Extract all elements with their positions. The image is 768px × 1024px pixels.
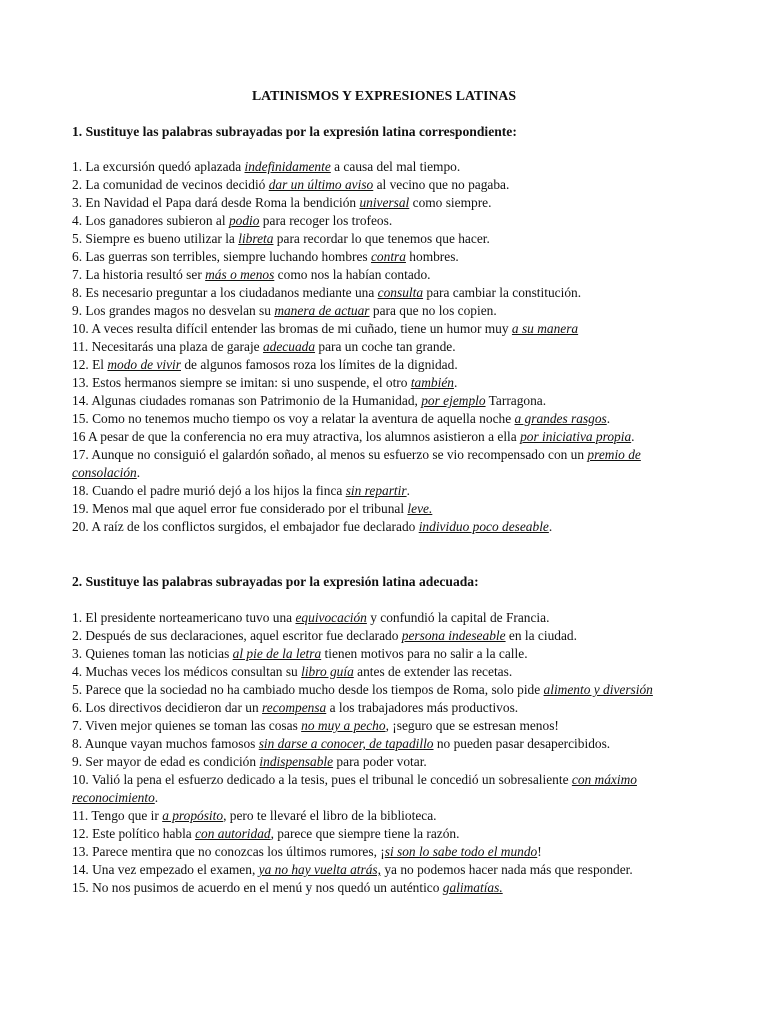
section-1-heading: 1. Sustituye las palabras subrayadas por la expresión latina correspondiente:	[72, 124, 517, 139]
sentence-text-before: 14. Algunas ciudades romanas son Patrimonio de la Humanidad,	[72, 393, 422, 408]
sentence-text-before: 13. Estos hermanos siempre se imitan: si uno suspende, el otro	[72, 375, 411, 390]
sentence-text-after: .	[406, 483, 410, 498]
exercise-sentence	[72, 446, 712, 482]
sentence-text-after: antes de extender las recetas.	[353, 664, 513, 679]
sentence-text-after: para recoger los trofeos.	[259, 213, 393, 228]
underlined-expression: individuo poco deseable	[418, 519, 549, 534]
sentence-text-after: .	[606, 411, 611, 426]
sentence-text-before: 11. Necesitarás una plaza de garaje	[72, 339, 263, 354]
sentence-text-after: y confundió la capital de Francia.	[366, 610, 550, 625]
underlined-expression: con autoridad	[195, 826, 271, 841]
exercise-sentence	[72, 609, 712, 627]
underlined-expression: manera de actuar	[274, 303, 370, 318]
underlined-expression: ya no hay vuelta atrás,	[258, 862, 381, 877]
sentence-text-before: 3. Quienes toman las noticias	[72, 646, 233, 661]
exercise-sentence	[72, 158, 712, 176]
sentence-text-before: 8. Es necesario preguntar a los ciudadanos mediante una	[72, 285, 378, 300]
underlined-expression: alimento y diversión	[543, 682, 653, 697]
underlined-expression: indefinidamente	[244, 159, 331, 174]
exercise-sentence	[72, 284, 712, 302]
sentence-text-after: a los trabajadores más productivos.	[326, 700, 519, 715]
underlined-expression: dar un último aviso	[268, 177, 374, 192]
sentence-text-after: para recordar lo que tenemos que hacer.	[273, 231, 490, 246]
sentence-text-after: para un coche tan grande.	[315, 339, 456, 354]
sentence-text-after: .	[154, 790, 159, 805]
sentence-text-before: 7. Viven mejor quienes se toman las cosas	[72, 718, 302, 733]
sentence-text-after: como siempre.	[409, 195, 492, 210]
sentence-text-before: 18. Cuando el padre murió dejó a los hijos la finca	[72, 483, 346, 498]
sentence-text-before: 9. Ser mayor de edad es condición	[72, 754, 260, 769]
underlined-expression: sin repartir	[345, 483, 407, 498]
exercise-sentence	[72, 194, 712, 212]
exercise-sentence	[72, 699, 712, 717]
sentence-text-before: 16 A pesar de que la conferencia no era muy atractiva, los alumnos asistieron a ella	[72, 429, 521, 444]
sentence-text-after: de algunos famosos roza los límites de la dignidad.	[180, 357, 458, 372]
sentence-text-before: 19. Menos mal que aquel error fue considerado por el tribunal	[72, 501, 408, 516]
sentence-text-before: 10. Valió la pena el esfuerzo dedicado a la tesis, pues el tribunal le concedió un sobresaliente	[72, 772, 572, 787]
sentence-text-before: 12. El	[72, 357, 108, 372]
exercise-sentence	[72, 338, 712, 356]
underlined-expression: al pie de la letra	[232, 646, 322, 661]
sentence-text-before: 7. La historia resultó ser	[72, 267, 206, 282]
sentence-text-after: Tarragona.	[485, 393, 547, 408]
exercise-sentence	[72, 771, 712, 807]
underlined-expression: galimatías.	[442, 880, 503, 895]
underlined-expression: no muy a pecho	[301, 718, 386, 733]
sentence-text-after: hombres.	[405, 249, 459, 264]
sentence-text-after: a causa del mal tiempo.	[330, 159, 461, 174]
exercise-sentence	[72, 428, 712, 446]
sentence-text-before: 8. Aunque vayan muchos famosos	[72, 736, 259, 751]
sentence-text-before: 13. Parece mentira que no conozcas los últimos rumores, ¡	[72, 844, 385, 859]
sentence-text-before: 20. A raíz de los conflictos surgidos, el embajador fue declarado	[72, 519, 419, 534]
sentence-text-before: 1. La excursión quedó aplazada	[72, 159, 245, 174]
exercise-sentence	[72, 500, 712, 518]
exercise-sentence	[72, 392, 712, 410]
underlined-expression: recompensa	[262, 700, 327, 715]
sentence-text-after: para cambiar la constitución.	[423, 285, 582, 300]
sentence-text-before: 6. Las guerras son terribles, siempre luchando hombres	[72, 249, 371, 264]
exercise-sentence	[72, 302, 712, 320]
underlined-expression: a propósito	[162, 808, 224, 823]
section-2-heading: 2. Sustituye las palabras subrayadas por la expresión latina adecuada:	[72, 574, 479, 589]
sentence-text-after: .	[136, 465, 141, 480]
sentence-text-before: 2. Después de sus declaraciones, aquel escritor fue declarado	[72, 628, 402, 643]
underlined-expression: modo de vivir	[107, 357, 181, 372]
underlined-expression: por iniciativa propia	[520, 429, 632, 444]
underlined-expression: indispensable	[259, 754, 334, 769]
sentence-text-after: tienen motivos para no salir a la calle.	[321, 646, 528, 661]
exercise-sentence	[72, 663, 712, 681]
exercise-sentence	[72, 176, 712, 194]
underlined-expression: sin darse a conocer, de tapadillo	[258, 736, 434, 751]
exercise-sentence	[72, 410, 712, 428]
underlined-expression: leve.	[407, 501, 433, 516]
sentence-text-after: !	[537, 844, 542, 859]
underlined-expression: libreta	[238, 231, 274, 246]
exercise-sentence	[72, 230, 712, 248]
underlined-expression: más o menos	[205, 267, 275, 282]
underlined-expression: podio	[228, 213, 260, 228]
underlined-expression: si son lo sabe todo el mundo	[384, 844, 538, 859]
underlined-expression: universal	[359, 195, 410, 210]
exercise-sentence	[72, 879, 712, 897]
exercise-sentence	[72, 645, 712, 663]
underlined-expression: a grandes rasgos	[514, 411, 607, 426]
exercise-sentence	[72, 717, 712, 735]
exercise-sentence	[72, 753, 712, 771]
exercise-sentence	[72, 843, 712, 861]
exercise-sentence	[72, 681, 712, 699]
sentence-text-after: no pueden pasar desapercibidos.	[433, 736, 611, 751]
underlined-expression: premio de consolación	[72, 447, 641, 480]
sentence-text-before: 3. En Navidad el Papa dará desde Roma la bendición	[72, 195, 360, 210]
sentence-text-after: para poder votar.	[333, 754, 427, 769]
sentence-text-after: para que no los copien.	[369, 303, 497, 318]
sentence-text-after: , parece que siempre tiene la razón.	[270, 826, 460, 841]
sentence-text-before: 11. Tengo que ir	[72, 808, 163, 823]
sentence-text-after: en la ciudad.	[505, 628, 577, 643]
exercise-sentence	[72, 212, 712, 230]
sentence-text-after: como nos la habían contado.	[274, 267, 431, 282]
exercise-sentence	[72, 627, 712, 645]
exercise-sentence	[72, 356, 712, 374]
section-2-list	[72, 609, 712, 897]
underlined-expression: libro guía	[301, 664, 354, 679]
exercise-sentence	[72, 248, 712, 266]
section-1-list	[72, 158, 712, 536]
exercise-sentence	[72, 825, 712, 843]
sentence-text-before: 5. Parece que la sociedad no ha cambiado mucho desde los tiempos de Roma, solo pide	[72, 682, 544, 697]
exercise-sentence	[72, 807, 712, 825]
sentence-text-before: 4. Muchas veces los médicos consultan su	[72, 664, 302, 679]
underlined-expression: a su manera	[511, 321, 579, 336]
underlined-expression: adecuada	[262, 339, 316, 354]
underlined-expression: también	[410, 375, 454, 390]
sentence-text-before: 4. Los ganadores subieron al	[72, 213, 229, 228]
sentence-text-after: ya no podemos hacer nada más que responder.	[381, 862, 633, 877]
sentence-text-before: 2. La comunidad de vecinos decidió	[72, 177, 269, 192]
exercise-sentence	[72, 861, 712, 879]
sentence-text-after: al vecino que no pagaba.	[373, 177, 510, 192]
underlined-expression: persona indeseable	[401, 628, 506, 643]
sentence-text-after: .	[631, 429, 635, 444]
exercise-sentence	[72, 320, 712, 338]
sentence-text-before: 1. El presidente norteamericano tuvo una	[72, 610, 296, 625]
underlined-expression: por ejemplo	[421, 393, 486, 408]
sentence-text-before: 15. Como no tenemos mucho tiempo os voy a relatar la aventura de aquella noche	[72, 411, 515, 426]
underlined-expression: contra	[370, 249, 406, 264]
underlined-expression: consulta	[377, 285, 424, 300]
document-title: LATINISMOS Y EXPRESIONES LATINAS	[251, 88, 517, 103]
underlined-expression: con máximo reconocimiento	[72, 772, 637, 805]
exercise-sentence	[72, 374, 712, 392]
underlined-expression: equivocación	[295, 610, 367, 625]
sentence-text-after: , pero te llevaré el libro de la biblioteca.	[223, 808, 437, 823]
sentence-text-before: 15. No nos pusimos de acuerdo en el menú y nos quedó un auténtico	[72, 880, 443, 895]
sentence-text-before: 14. Una vez empezado el examen,	[72, 862, 259, 877]
sentence-text-before: 17. Aunque no consiguió el galardón soñado, al menos su esfuerzo se vio recompensado con un	[72, 447, 588, 462]
sentence-text-before: 6. Los directivos decidieron dar un	[72, 700, 263, 715]
exercise-sentence	[72, 266, 712, 284]
sentence-text-before: 10. A veces resulta difícil entender las bromas de mi cuñado, tiene un humor muy	[72, 321, 512, 336]
exercise-sentence	[72, 518, 712, 536]
exercise-sentence	[72, 482, 712, 500]
sentence-text-after: .	[453, 375, 458, 390]
sentence-text-after: .	[548, 519, 553, 534]
sentence-text-before: 12. Este político habla	[72, 826, 196, 841]
sentence-text-after: , ¡seguro que se estresan menos!	[385, 718, 559, 733]
sentence-text-before: 5. Siempre es bueno utilizar la	[72, 231, 239, 246]
exercise-sentence	[72, 735, 712, 753]
sentence-text-before: 9. Los grandes magos no desvelan su	[72, 303, 275, 318]
